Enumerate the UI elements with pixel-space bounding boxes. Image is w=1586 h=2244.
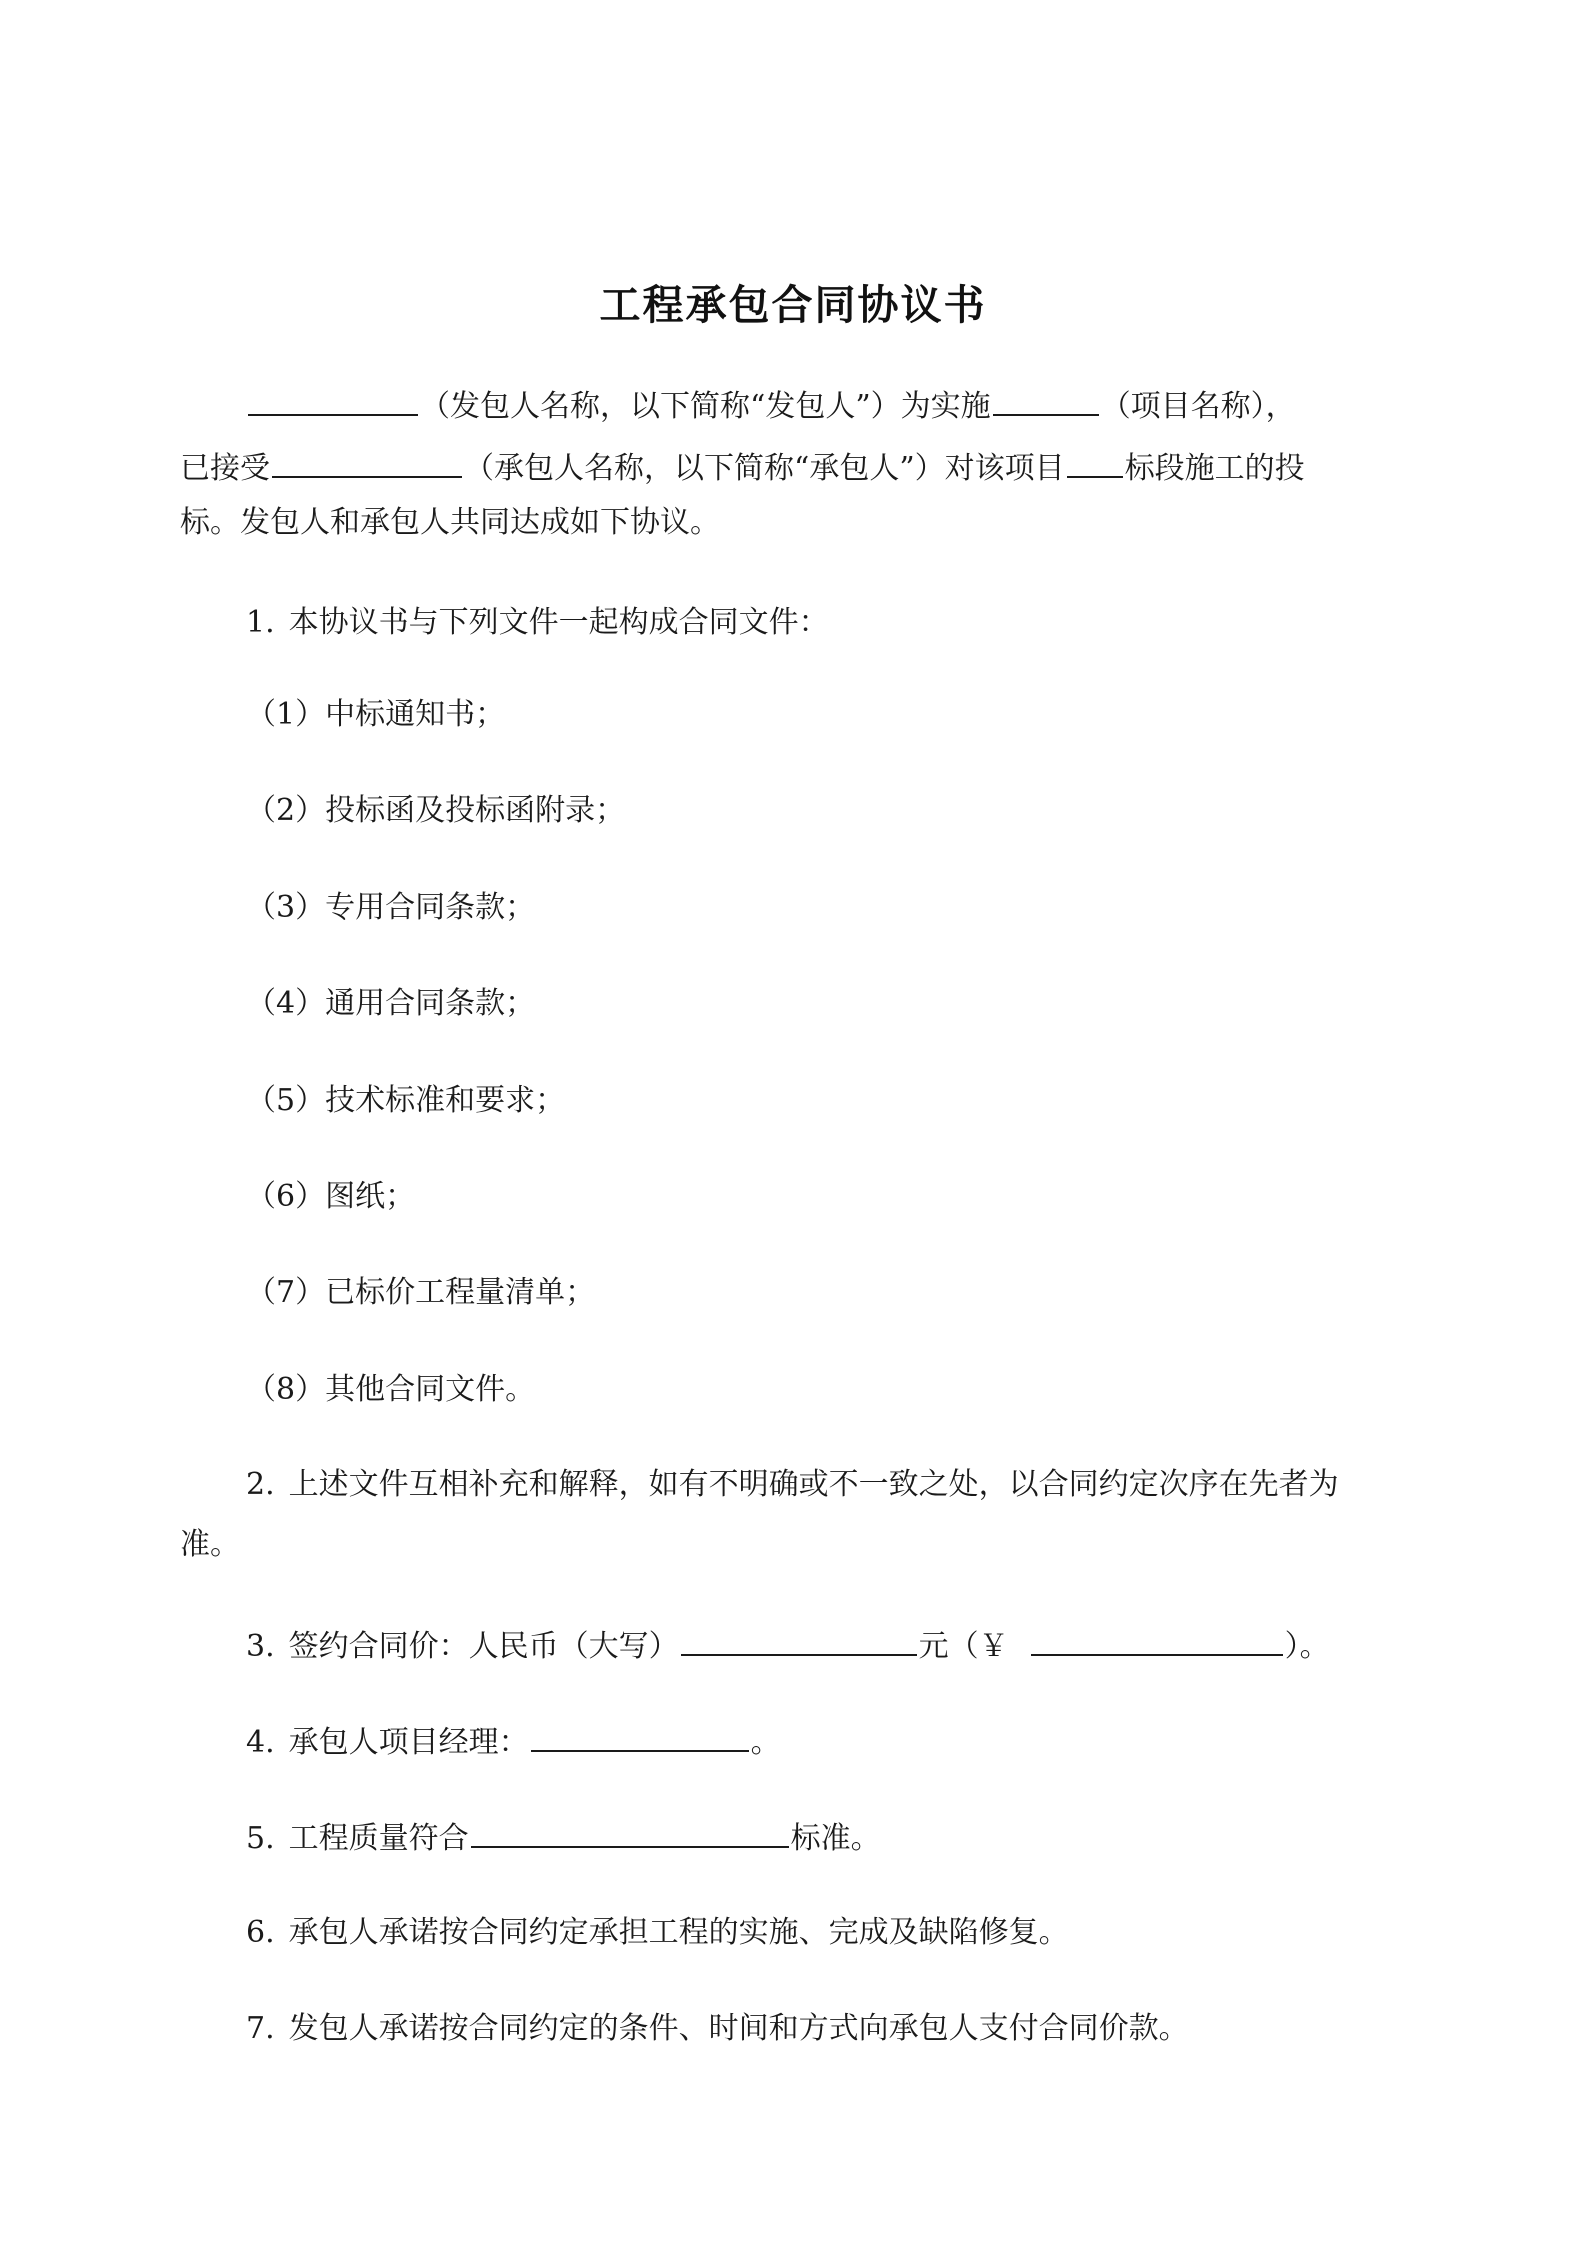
project-name-blank[interactable] <box>993 384 1099 416</box>
employer-name-blank[interactable] <box>248 384 418 416</box>
clause-4: 4. 承包人项目经理： 。 <box>246 1720 781 1763</box>
document-title: 工程承包合同协议书 <box>599 281 987 329</box>
section-blank[interactable] <box>1067 446 1123 478</box>
price-words-blank[interactable] <box>681 1624 917 1656</box>
clause-2-line-2: 准。 <box>180 1527 240 1562</box>
list-item: （2）投标函及投标函附录； <box>246 793 626 828</box>
list-item: （5）技术标准和要求； <box>246 1083 566 1118</box>
list-item: （8）其他合同文件。 <box>246 1372 536 1407</box>
list-item: （4）通用合同条款； <box>246 986 536 1021</box>
clause-6: 6. 承包人承诺按合同约定承担工程的实施、完成及缺陷修复。 <box>246 1915 1069 1950</box>
quality-standard-blank[interactable] <box>471 1816 789 1848</box>
price-figure-blank[interactable] <box>1031 1624 1283 1656</box>
intro-line-2: 已接受 （承包人名称，以下简称“承包人”）对该项目 标段施工的投 <box>180 446 1305 489</box>
clause-7: 7. 发包人承诺按合同约定的条件、时间和方式向承包人支付合同价款。 <box>246 2011 1189 2046</box>
list-item: （6）图纸； <box>246 1179 416 1214</box>
clause-2: 2. 上述文件互相补充和解释，如有不明确或不一致之处，以合同约定次序在先者为 <box>246 1467 1339 1502</box>
intro-line-1: （发包人名称，以下简称“发包人”）为实施 （项目名称）， <box>246 384 1296 427</box>
contractor-name-blank[interactable] <box>272 446 462 478</box>
list-item: （7）已标价工程量清单； <box>246 1275 596 1310</box>
clause-3: 3. 签约合同价：人民币（大写） 元（￥ ）。 <box>246 1624 1330 1667</box>
list-item: （3）专用合同条款； <box>246 890 536 925</box>
clause-1: 1. 本协议书与下列文件一起构成合同文件： <box>246 605 829 640</box>
project-manager-blank[interactable] <box>531 1720 749 1752</box>
clause-5: 5. 工程质量符合 标准。 <box>246 1816 881 1859</box>
intro-line-3: 标。发包人和承包人共同达成如下协议。 <box>180 505 720 540</box>
list-item: （1）中标通知书； <box>246 697 506 732</box>
